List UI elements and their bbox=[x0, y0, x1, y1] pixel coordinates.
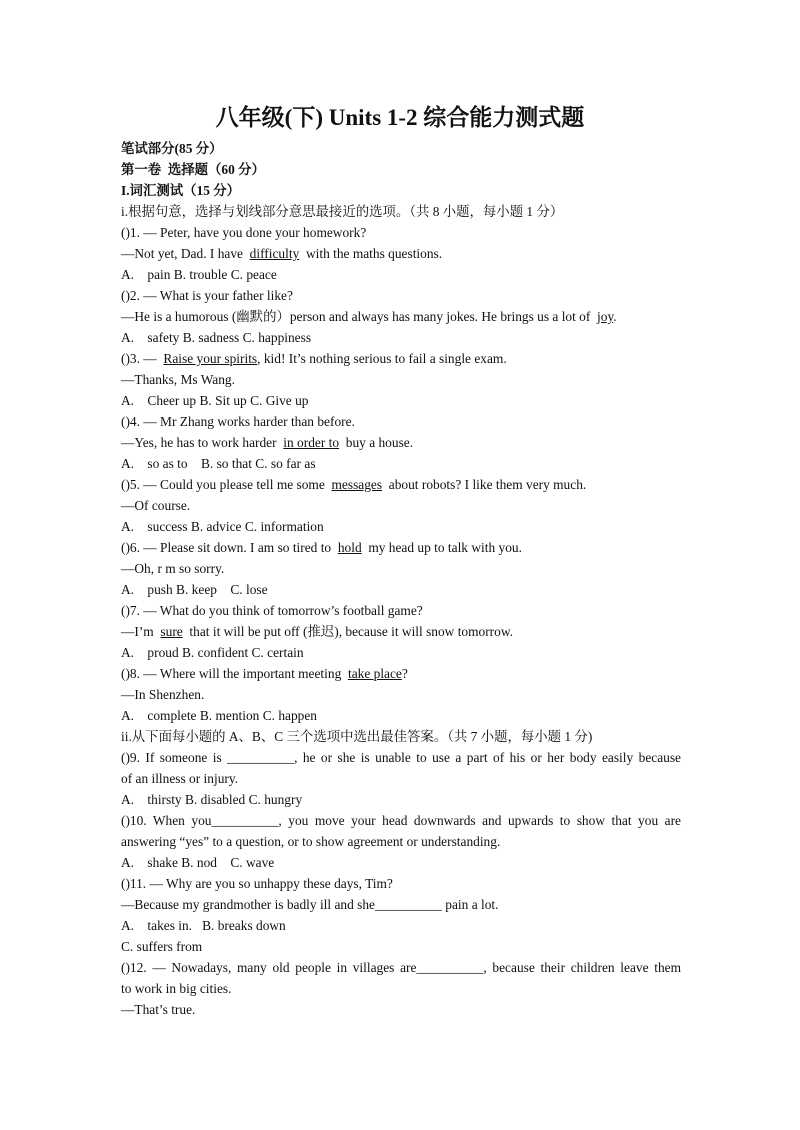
page-title: 八年级(下) Units 1-2 综合能力测式题 bbox=[215, 105, 585, 130]
question-8-options: A. complete B. mention C. happen bbox=[121, 708, 317, 723]
question-4-stem: ()4. — Mr Zhang works harder than before. bbox=[121, 414, 355, 429]
reply-text: . bbox=[613, 309, 617, 324]
question-9-line-2: of an illness or injury. bbox=[121, 771, 239, 786]
section-heading-volume-1: 第一卷 选择题（60 分） bbox=[121, 162, 265, 177]
question-11-stem: ()11. — Why are you so unhappy these days, Tim? bbox=[121, 876, 393, 891]
underlined-word: difficulty bbox=[249, 246, 300, 261]
reply-text: with the maths questions. bbox=[299, 246, 443, 261]
underlined-word: messages bbox=[331, 477, 383, 492]
question-7-options: A. proud B. confident C. certain bbox=[121, 645, 304, 660]
question-1-reply bbox=[121, 245, 681, 263]
question-2-reply bbox=[121, 308, 681, 326]
stem-text: ()6. — Please sit down. I am so tired to bbox=[121, 540, 338, 555]
reply-text: —I’m bbox=[121, 624, 161, 639]
question-7-reply bbox=[121, 623, 681, 641]
stem-text: ()8. — Where will the important meeting bbox=[121, 666, 348, 681]
question-1-options: A. pain B. trouble C. peace bbox=[121, 267, 277, 282]
instruction-part-ii: ii.从下面每小题的 A、B、C 三个选项中选出最佳答案。（共 7 小题，每小题 1 分) bbox=[121, 729, 593, 744]
underlined-word: in order to bbox=[283, 435, 340, 450]
question-4-options: A. so as to B. so that C. so far as bbox=[121, 456, 316, 471]
question-5-stem bbox=[121, 476, 681, 494]
reply-text: —He is a humorous (幽默的）person and always has many jokes. He brings us a lot of bbox=[121, 309, 598, 324]
question-12-reply: —That’s true. bbox=[121, 1002, 196, 1017]
question-2-stem: ()2. — What is your father like? bbox=[121, 288, 293, 303]
question-7-stem: ()7. — What do you think of tomorrow’s football game? bbox=[121, 603, 423, 618]
stem-text: my head up to talk with you. bbox=[361, 540, 522, 555]
underlined-word: take place bbox=[347, 666, 402, 681]
question-3-stem bbox=[121, 350, 681, 368]
stem-text: ()3. — bbox=[121, 351, 164, 366]
question-8-stem bbox=[121, 665, 681, 683]
reply-text: —Yes, he has to work harder bbox=[121, 435, 284, 450]
question-2-options: A. safety B. sadness C. happiness bbox=[121, 330, 312, 345]
stem-text: , kid! It’s nothing serious to fail a single exam. bbox=[257, 351, 507, 366]
reply-text: —Not yet, Dad. I have bbox=[121, 246, 250, 261]
question-12-line-1: ()12. — Nowadays, many old people in villages are__________, because their children leave them bbox=[121, 960, 681, 975]
question-10-line-1: ()10. When you__________, you move your head downwards and upwards to show that you are bbox=[121, 813, 681, 828]
stem-text: about robots? I like them very much. bbox=[382, 477, 587, 492]
instruction-part-i: i.根据句意，选择与划线部分意思最接近的选项。（共 8 小题，每小题 1 分） bbox=[121, 204, 564, 219]
reply-text: buy a house. bbox=[339, 435, 414, 450]
underlined-word: sure bbox=[160, 624, 183, 639]
question-11-options-ab: A. takes in. B. breaks down bbox=[121, 918, 286, 933]
question-10-options: A. shake B. nod C. wave bbox=[121, 855, 275, 870]
question-8-reply: —In Shenzhen. bbox=[121, 687, 205, 702]
question-3-reply: —Thanks, Ms Wang. bbox=[121, 372, 235, 387]
question-12-line-2: to work in big cities. bbox=[121, 981, 232, 996]
question-6-stem bbox=[121, 539, 681, 557]
reply-text: that it will be put off (推迟), because it will snow tomorrow. bbox=[182, 624, 513, 639]
section-heading-written: 笔试部分(85 分） bbox=[121, 141, 223, 156]
question-9-line-1: ()9. If someone is __________, he or she is unable to use a part of his or her body easily because bbox=[121, 750, 681, 765]
question-6-reply: —Oh, r m so sorry. bbox=[121, 561, 225, 576]
stem-text: ? bbox=[401, 666, 408, 681]
question-11-reply: —Because my grandmother is badly ill and she__________ pain a lot. bbox=[121, 897, 499, 912]
stem-text: ()5. — Could you please tell me some bbox=[121, 477, 332, 492]
section-heading-vocabulary: I.词汇测试（15 分） bbox=[121, 183, 241, 198]
question-11-option-c: C. suffers from bbox=[121, 939, 203, 954]
question-9-options: A. thirsty B. disabled C. hungry bbox=[121, 792, 303, 807]
underlined-word: joy bbox=[597, 309, 614, 324]
question-1-stem: ()1. — Peter, have you done your homework? bbox=[121, 225, 367, 240]
question-3-options: A. Cheer up B. Sit up C. Give up bbox=[121, 393, 309, 408]
question-4-reply bbox=[121, 434, 681, 452]
question-5-options: A. success B. advice C. information bbox=[121, 519, 324, 534]
question-6-options: A. push B. keep C. lose bbox=[121, 582, 268, 597]
underlined-word: Raise your spirits bbox=[163, 351, 258, 366]
question-10-line-2: answering “yes” to a question, or to show agreement or understanding. bbox=[121, 834, 501, 849]
underlined-word: hold bbox=[337, 540, 362, 555]
question-5-reply: —Of course. bbox=[121, 498, 191, 513]
